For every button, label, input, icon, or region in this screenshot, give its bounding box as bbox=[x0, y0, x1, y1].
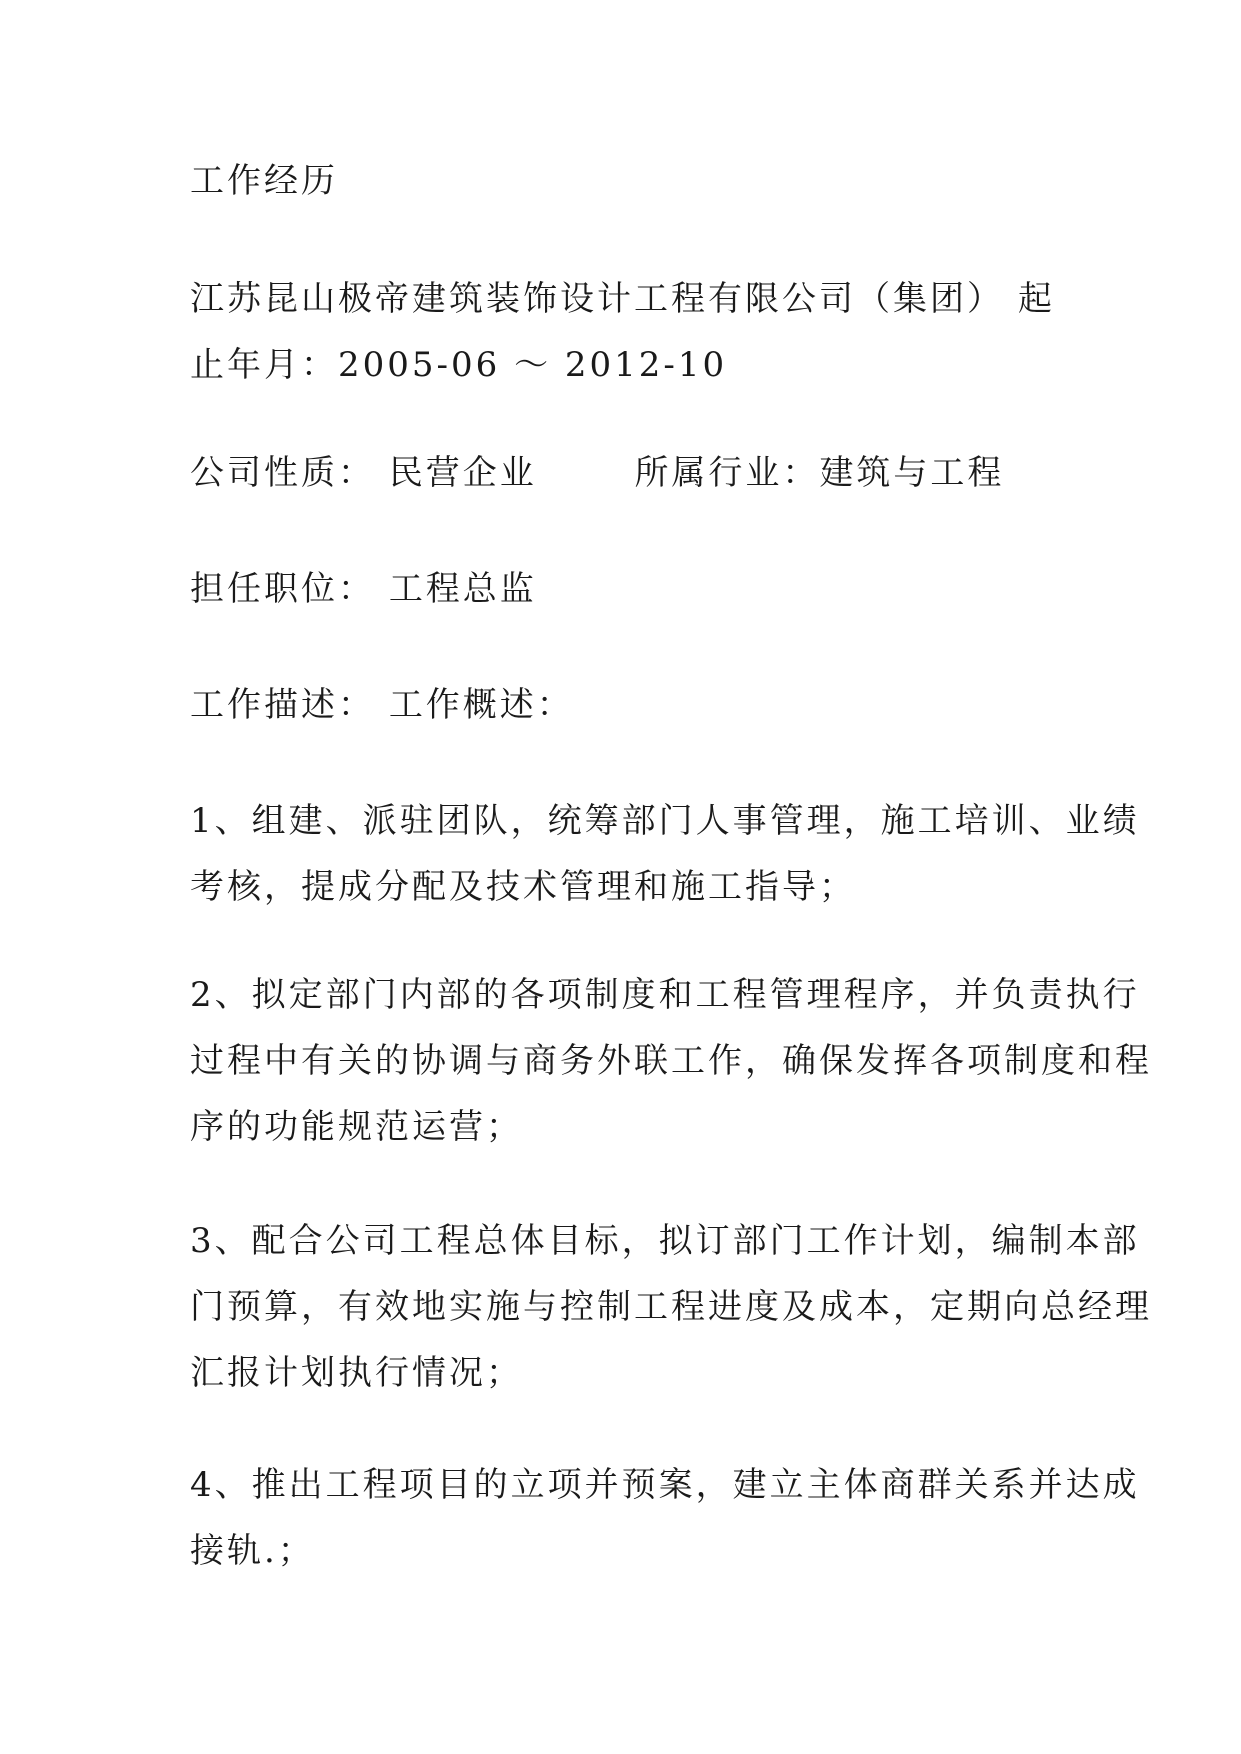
period-line bbox=[190, 332, 1055, 398]
section-heading: 工作经历 bbox=[190, 161, 338, 201]
period-value: 2005-06 ～ 2012-10 bbox=[338, 345, 728, 385]
industry-value: 建筑与工程 bbox=[819, 453, 1005, 493]
list-item-continuation: 考核，提成分配及技术管理和施工指导； bbox=[190, 867, 856, 907]
company-nature-line bbox=[190, 440, 1055, 506]
position-label: 担任职位： bbox=[190, 569, 375, 609]
list-item: 1、组建、派驻团队，统筹部门人事管理，施工培训、业绩 bbox=[190, 801, 1140, 841]
list-item-continuation: 汇报计划执行情况； bbox=[190, 1353, 523, 1393]
list-item: 2、拟定部门内部的各项制度和工程管理程序，并负责执行 bbox=[190, 975, 1140, 1015]
company-name: 江苏昆山极帝建筑装饰设计工程有限公司（集团） bbox=[190, 279, 1004, 319]
period-label-start: 起 bbox=[1018, 279, 1055, 319]
list-item-continuation: 门预算，有效地实施与控制工程进度及成本，定期向总经理 bbox=[190, 1287, 1152, 1327]
nature-value: 民营企业 bbox=[388, 453, 537, 493]
position-value: 工程总监 bbox=[388, 569, 537, 609]
company-line bbox=[190, 266, 1055, 332]
list-item-continuation: 接轨.； bbox=[190, 1531, 315, 1571]
description-value: 工作概述： bbox=[388, 685, 574, 725]
list-item-continuation: 过程中有关的协调与商务外联工作，确保发挥各项制度和程 bbox=[190, 1041, 1152, 1081]
industry-label: 所属行业： bbox=[634, 453, 820, 493]
list-item-continuation: 序的功能规范运营； bbox=[190, 1107, 523, 1147]
period-label: 止年月： bbox=[190, 345, 338, 385]
list-item: 3、配合公司工程总体目标，拟订部门工作计划，编制本部 bbox=[190, 1221, 1140, 1261]
position-line bbox=[190, 556, 1055, 622]
nature-label: 公司性质： bbox=[190, 453, 375, 493]
description-line bbox=[190, 672, 1055, 738]
description-label: 工作描述： bbox=[190, 685, 375, 725]
list-item: 4、推出工程项目的立项并预案，建立主体商群关系并达成 bbox=[190, 1465, 1140, 1505]
